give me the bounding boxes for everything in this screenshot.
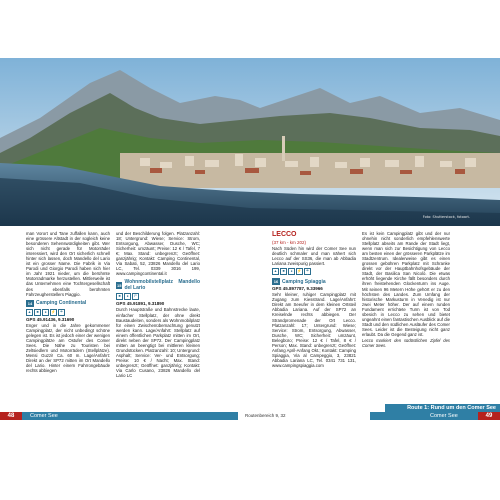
gps-coordinates: GPS 45.91436, 9.31690 bbox=[26, 316, 75, 322]
body-paragraph: Sehr kleiner, ruhiger Campingplatz mit Zugang zum Kiesstrand. Lage/Anfahrt: Direkt am Seeufer in dem kleinen Ortsteil Abbadia Lariana. Auf der SP72 an Kreiselnde rechts abbiegen. Der Strandpromenade der Ort Lecco. Platzanzahl: 17; Untergrund: Wiese; Service: Strom, Entsorgung, Abwasser, Dusche, WC; Sicherheit: umzäunt, Belegbüro; Preise: 12 € / Tafel, 8 € / Person; Max. Stand: unbegrenzt; Geöffnet: Anfang April-Anfang Okt.; Kontakt: Camping Spiaggia, Via al Campeggio, 3, 23821 Abbadia Lariana LC, Tel. 0341 731 131, www.campingspiaggia.com bbox=[272, 292, 356, 368]
camper-icon: ■ bbox=[34, 309, 41, 316]
amenity-icons bbox=[116, 293, 200, 300]
amenity-icons bbox=[272, 268, 356, 275]
water-icon: ● bbox=[288, 268, 295, 275]
gps-coordinates: GPS 45.897787, 9.33966 bbox=[272, 286, 323, 292]
body-paragraph: Es ist kein Campingplatz gibt und der nur ohnehin nicht sonderlich empfehlenswerte Stellplatz abseits am Rande der Stadt liegt, wenn man sich zur Besichtigung von Lecco am besten einen der grösseren Parkplätze im Stadtzentrum. Idealerweise gibt es einen grossen gebühren Parkplatz mit Schranke direkt vor der Hauptbahnhofsgebäude der Stadt, der Basilica San Nicolò. Die etwas erhöht liegende Kirche fällt besonders durch ihren freistehenden Glockenturm ins Auge. Mit seinen 96 Metern Höhe gehört er zu den höchsten des Landes. Zum Umfang der historische Markusturm in Venedig ist nur zwei Meter höher. Der auf einem runden Fundament errichtete Turm ist von Tod sbesich in Lecco zu sehen und bietet ungeahnt einen fantastischen Ausblick auf die Stadt und den südlichen Ausläufer des Comer Sees. Leider ist die Besteigung nicht ganz erlaubt. Da die Gegend ganz ist. bbox=[362, 231, 450, 337]
shower-icon: ☂ bbox=[59, 309, 64, 314]
body-paragraph: Nach Süden hin wird der Comer See nun deutlich schmaler und man nähert sich Lecco auf der SS36, die man ab Abbadia Lariana zweispurig passiert. bbox=[272, 246, 356, 267]
route-title-banner: Route 1: Rund um den Comer See bbox=[385, 404, 500, 412]
page-number-left: 48 bbox=[0, 412, 22, 420]
lake-panorama-photo bbox=[0, 58, 500, 226]
poi-number: 14 bbox=[27, 300, 33, 306]
text-column-4 bbox=[362, 231, 450, 349]
tent-icon: ▲ bbox=[27, 309, 32, 314]
camper-icon: ■ bbox=[116, 293, 123, 300]
running-title-left: Comer See bbox=[30, 413, 58, 419]
running-title-right: Comer See bbox=[430, 413, 458, 419]
camper-icon: ■ bbox=[280, 268, 287, 275]
shower-icon: ☂ bbox=[305, 269, 310, 274]
parking-icon: P bbox=[132, 293, 139, 300]
text-column-2 bbox=[116, 231, 200, 379]
body-paragraph: man Vorort und Tane zuffallen kann, auch eine grössere Altstadt in der sogleich keine besonderen Sehenswürdigkeiten gibt. Wer sich nicht gerade für Motorräder interessiert, wird den Ort sicherlich schnell hinter sich lassen, doch Mandello del Lario ist ein grosser Name. Die Fabrik in Via Parodi und Giorgio Parodi haben sich hier im Jahr 1921 nieder, um die berühmte Motorradmarke herzustellen. Mittlerweile ist das Unternehmen eine Tochtergesellschaft des ebenfalls berühmten Fahrzeugherstellers Piaggio. bbox=[26, 231, 110, 297]
section-title: LECCO bbox=[272, 231, 297, 238]
poi-name: Camping Spiaggia bbox=[282, 278, 326, 285]
body-paragraph: und der Beschilderung folgen. Platzanzahl: 18; Untergrund: Wiese; Service: Strom, Entsorgung, Abwasser, Dusche, WC; Sicherheit: umzäunt; Preise: 12 € / Tafel, 7 €; Max. Stand: unbegrenzt; Geöffnet: ganzjährig; Kontakt: Camping Continental, Via Sabati, 52, 23826 Mandello del Lario LC, Tel. 0339 3016 199, www.campingcontinental.it bbox=[116, 231, 200, 277]
water-icon: ● bbox=[124, 293, 131, 300]
power-icon: ⚡ bbox=[51, 309, 56, 314]
gps-coordinates: GPS 45.91891, 9.31890 bbox=[116, 301, 165, 307]
poi-heading bbox=[116, 279, 200, 291]
photo-credit: Foto: Shutterstock, fotoart. bbox=[422, 215, 470, 219]
footer-left-bar bbox=[0, 412, 238, 420]
body-paragraph: Enger und in die Jahre gekommener Campingplatz, der nicht unbedingt schöne gelegen ist. Es ist jedoch einer der wenigen Campingplätze am Ostufer des Comer Sees. Die Nähe zu Touristen bei Zeltsiedlern und Motorrädern (Stellplätze). Mensi Guzzi! Ca. 60 m. Lage/Anfahrt: Direkt an der SP72 mitten im Ort Mandello del Lario. Hinter einem Fahrrongebäude rechts abbiegen bbox=[26, 322, 110, 374]
footer-route-reference: Routenbereich 9, 32 bbox=[245, 413, 286, 418]
tent-icon: ▲ bbox=[273, 269, 278, 274]
amenity-icons bbox=[26, 309, 110, 316]
poi-number: 15 bbox=[116, 282, 122, 288]
footer-right-bar bbox=[370, 412, 500, 420]
poi-heading bbox=[26, 300, 110, 307]
body-paragraph: Durch Hauptstraße und Bahnstrecke laute, einfacher Stellplatz, der ohne direkt Baustaudeiten, sonders als Wohnmobilplatz für einen Zwischenübernachtung genutzt werden kann. Lage/Anfahrt: Stellplatz auf einem öffentlichen Parkplatz mitten im Ort, direkt neben der SP72. Der Campingplatz mitten an beengtigt bei mittleren kleinen Grundstücken. Platzanzahl: 10; Untergrund: Asphalt; Service: Ver- und Entsorgung; Preise: 10 € / Nacht; Max. Stand: unbegrenzt; Geöffnet: ganzjährig; Kontakt: Via Carlo Cusano, 23826 Mandello del Lario LC bbox=[116, 307, 200, 379]
power-icon: ⚡ bbox=[297, 269, 302, 274]
water-icon: ● bbox=[42, 309, 49, 316]
poi-name: Camping Continental bbox=[36, 300, 87, 307]
poi-number: 16 bbox=[273, 279, 279, 285]
text-column-3 bbox=[272, 231, 356, 369]
panorama-illustration bbox=[0, 58, 500, 226]
section-subtitle: (37 km - km 202) bbox=[272, 240, 307, 245]
poi-heading bbox=[272, 278, 356, 285]
text-column-1 bbox=[26, 231, 110, 374]
poi-name: Wohnmobilstellplatz Mandello del Lario bbox=[124, 279, 200, 292]
photo-caption: Lecco markiert den südöstlichen Zipfel des Comer Sees. bbox=[362, 337, 450, 348]
page-number-right: 49 bbox=[478, 412, 500, 420]
